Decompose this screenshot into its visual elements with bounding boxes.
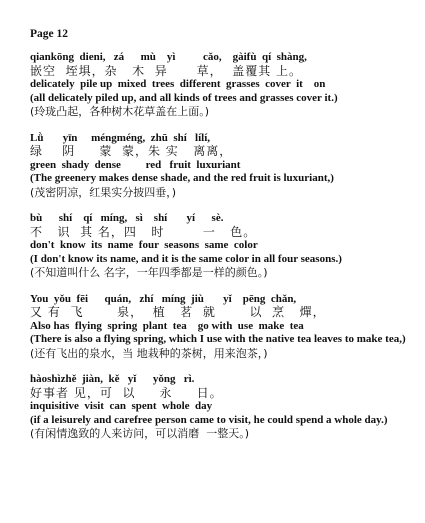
translation-line: (if a leisurely and carefree person came to visit, he could spend a whole day.) (30, 413, 388, 426)
chinese-line: 好事者 见，可 以 永 日。 (30, 385, 223, 400)
stanza-4 (30, 293, 422, 361)
translation-line: (The greenery makes dense shade, and the red fruit is luxuriant,) (30, 172, 334, 184)
gloss-line: inquisitive visit can spent whole day (30, 400, 213, 412)
translation-line: (There is also a flying spring, which I use with the native tea leaves to make tea,) (30, 333, 406, 345)
chinese-line: 嵌空 垤埧，杂 木 异 草， 盖覆其 上。 (30, 63, 303, 78)
pinyin-line: qiankōng dieni, zá mù yì cǎo, gàifù qí shàng, (30, 51, 307, 63)
gloss-line: don't know its name four seasons same color (30, 239, 258, 251)
translation-line: (I don't know its name, and it is the same color in all four seasons.) (30, 252, 342, 265)
document-page (30, 28, 422, 441)
paraphrase-line: (有闲情逸致的人来访问，可以消磨 一整天。) (30, 427, 250, 440)
gloss-line: Also has flying spring plant tea go with use make tea (30, 319, 304, 332)
stanza-3 (30, 212, 422, 280)
stanza-1 (30, 51, 422, 119)
pinyin-line: hàoshìzhě jiàn, kě yǐ yǒng rì. (30, 373, 195, 385)
page-number: Page 12 (30, 28, 69, 40)
paraphrase-line: (还有飞出的泉水，当 地栽种的茶树，用来泡茶，) (30, 346, 268, 360)
paraphrase-line: (不知道叫什么 名字，一年四季都是一样的颜色。) (30, 266, 268, 279)
pinyin-line: bù shí qí míng, sì shí yí sè. (30, 212, 224, 224)
stanza-2 (30, 132, 422, 200)
paraphrase-line: (茂密阴凉，红果实分披四垂，) (30, 185, 177, 199)
stanza-5 (30, 373, 422, 441)
gloss-line: green shady dense red fruit luxuriant (30, 158, 241, 171)
translation-line: (all delicately piled up, and all kinds of trees and grasses cover it.) (30, 91, 338, 104)
pinyin-line: You yǒu fēi quán, zhí míng jiù yǐ pēng chǎn, (30, 292, 297, 305)
chinese-line: 绿 阴 蒙 蒙，朱 实 离离， (30, 144, 233, 158)
pinyin-line: Lǜ yīn méngméng, zhū shí lílí, (30, 131, 211, 144)
gloss-line: delicately pile up mixed trees different grasses cover it on (30, 78, 326, 90)
chinese-line: 不 识 其 名，四 时 一 色。 (30, 224, 257, 239)
chinese-line: 又 有 飞 泉， 植 茗 就 以 烹 燀， (30, 305, 326, 319)
paraphrase-line: (玲珑凸起，各种树木花草盖在上面。) (30, 105, 210, 118)
